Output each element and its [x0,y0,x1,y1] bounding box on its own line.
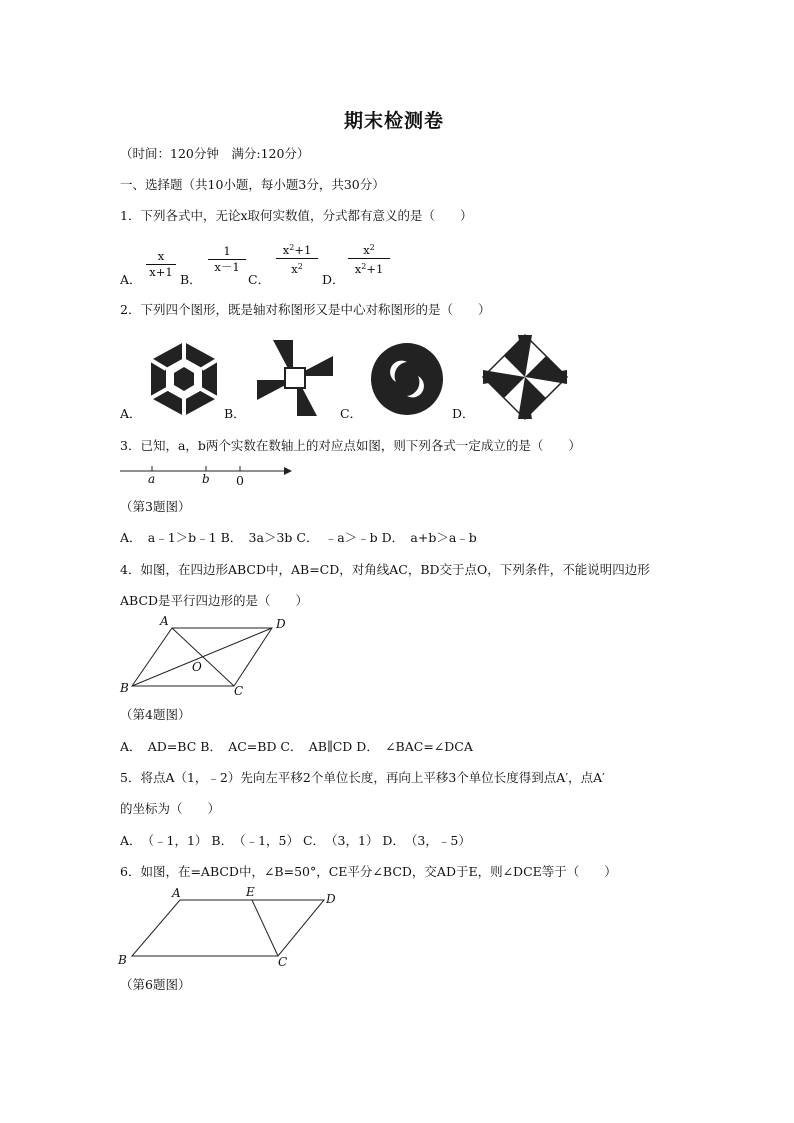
q4-label-b: B [120,681,129,695]
q3-caption: （第3题图） [120,499,191,514]
q2-option-a: A． [120,406,142,421]
question-4-line-2: ABCD是平行四边形的是（ ） [120,593,309,608]
question-5-line-2: 的坐标为（ ） [120,801,221,816]
q4-caption: （第4题图） [120,707,191,722]
q3-options: A． a﹣1＞b﹣1 B． 3a＞3b C． ﹣a＞﹣b D． a+b＞a﹣b [120,530,477,545]
parallelogram-figure [128,894,328,960]
q2-option-c: C． [340,406,363,421]
q1-fraction-d: $x^2$ $x^2+1$ [348,241,390,276]
q1-fraction-c: $x^2+1$ $x^2$ [276,241,318,276]
q4-label-d: D [276,617,286,631]
q6-caption: （第6题图） [120,977,191,992]
quadrilateral-figure [128,622,278,692]
q2-option-d: D． [452,406,475,421]
q1-option-b: B． [180,272,202,287]
number-line-label-zero: 0 [236,473,244,488]
diamond-fan-figure [482,334,568,420]
question-2: 2．下列四个图形，既是轴对称图形又是中心对称图形的是（ ） [120,302,491,317]
exam-info: （时间：120分钟 满分:120分） [120,146,310,161]
question-4-line-1: 4．如图，在四边形ABCD中，AB=CD，对角线AC，BD交于点O，下列条件，不能说明四边形 [120,562,650,577]
q6-label-e: E [246,885,255,899]
yin-yang-circle-figure [370,342,444,416]
q1-fraction-a: x x+1 [146,250,176,279]
q1-option-a: A． [120,272,142,287]
q6-label-d: D [326,892,336,906]
q2-option-b: B． [224,406,246,421]
q5-options: A． （﹣1，1） B． （﹣1，5） C． （3，1） D． （3，﹣5） [120,833,471,848]
question-5-line-1: 5．将点A（1，﹣2）先向左平移2个单位长度，再向上平移3个单位长度得到点A′，点A′ [120,770,606,785]
pinwheel-triangles-figure [255,338,335,418]
q1-option-d: D． [322,272,345,287]
q4-label-c: C [234,684,244,698]
number-line-label-b: b [202,472,210,486]
page-title: 期末检测卷 [344,110,445,132]
question-6: 6．如图，在=ABCD中，∠B=50°，CE平分∠BCD，交AD于E，则∠DCE等于（ ） [120,864,617,879]
q4-label-a: A [160,614,169,628]
question-3: 3．已知，a，b两个实数在数轴上的对应点如图，则下列各式一定成立的是（ ） [120,438,581,453]
number-line-label-a: a [148,472,156,486]
q1-option-c: C． [248,272,271,287]
q1-fraction-b: 1 x－1 [208,245,246,274]
hexagon-spiral-figure [148,340,220,418]
section-heading: 一、选择题（共10小题，每小题3分，共30分） [120,177,385,192]
question-1: 1．下列各式中，无论x取何实数值，分式都有意义的是（ ） [120,208,473,223]
q4-options: A． AD=BC B． AC=BD C． AB∥CD D． ∠BAC=∠DCA [120,739,473,754]
q6-label-c: C [278,955,288,969]
q4-label-o: O [192,660,202,674]
q6-label-a: A [172,886,181,900]
q6-label-b: B [118,953,127,967]
